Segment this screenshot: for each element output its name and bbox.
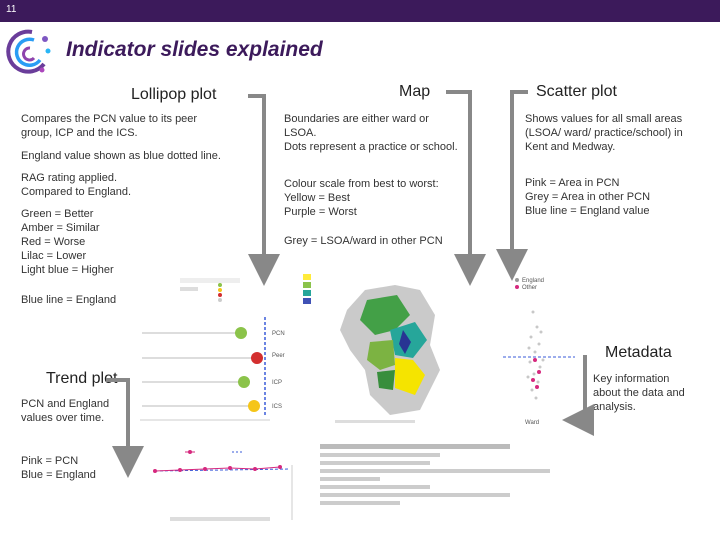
- scatter-thumbnail: [495, 272, 585, 432]
- lollipop-desc-5: Blue line = England: [21, 294, 117, 306]
- trend-heading: Trend plot: [46, 370, 118, 387]
- svg-text:ICP: ICP: [272, 380, 283, 386]
- slide-number: 11: [6, 4, 17, 15]
- lollipop-desc-2: England value shown as blue dotted line.: [21, 150, 221, 162]
- svg-text:ICS: ICS: [272, 404, 283, 410]
- lollipop-heading: Lollipop plot: [131, 86, 217, 103]
- scatter-desc-1: Shows values for all small areas (LSOA/ ward/ practice/school) in Kent and Medway.: [525, 113, 683, 153]
- svg-text:Ward: Ward: [525, 420, 540, 426]
- svg-text:PCN: PCN: [272, 331, 285, 337]
- lollipop-desc-1: Compares the PCN value to its peer group, ICP and the ICS.: [21, 113, 198, 139]
- page-title: Indicator slides explained: [66, 38, 323, 61]
- svg-text:England: England: [522, 278, 545, 284]
- trend-thumbnail: [150, 445, 310, 527]
- map-arrow: [446, 92, 470, 270]
- lollipop-desc-4: Green = Better Amber = Similar Red = Worse Lilac = Lower Light blue = Higher: [21, 208, 114, 276]
- trend-arrow: [106, 380, 128, 462]
- lollipop-desc-3: RAG rating applied. Compared to England.: [21, 172, 132, 198]
- trend-desc-2: Pink = PCN Blue = England: [21, 455, 96, 481]
- map-heading: Map: [399, 83, 431, 100]
- lollipop-arrow: [248, 96, 264, 270]
- map-desc-2: Colour scale from best to worst: Yellow = Best Purple = Worst: [284, 178, 439, 218]
- svg-text:Peer: Peer: [272, 353, 285, 359]
- metadata-heading: Metadata: [605, 344, 672, 361]
- svg-text:Other: Other: [522, 285, 538, 291]
- scatter-arrow: [512, 92, 528, 265]
- metadata-desc: Key information about the data and analysis.: [593, 373, 685, 413]
- scatter-heading: Scatter plot: [536, 83, 617, 100]
- lollipop-thumbnail: [140, 277, 295, 432]
- metadata-thumbnail: [318, 440, 568, 512]
- scatter-desc-2: Pink = Area in PCN Grey = Area in other PCN Blue line = England value: [525, 177, 651, 217]
- map-desc-1: Boundaries are either ward or LSOA. Dots represent a practice or school.: [284, 113, 458, 153]
- trend-desc-1: PCN and England values over time.: [21, 398, 110, 424]
- map-desc-3: Grey = LSOA/ward in other PCN: [284, 235, 443, 247]
- map-thumbnail: [295, 270, 455, 430]
